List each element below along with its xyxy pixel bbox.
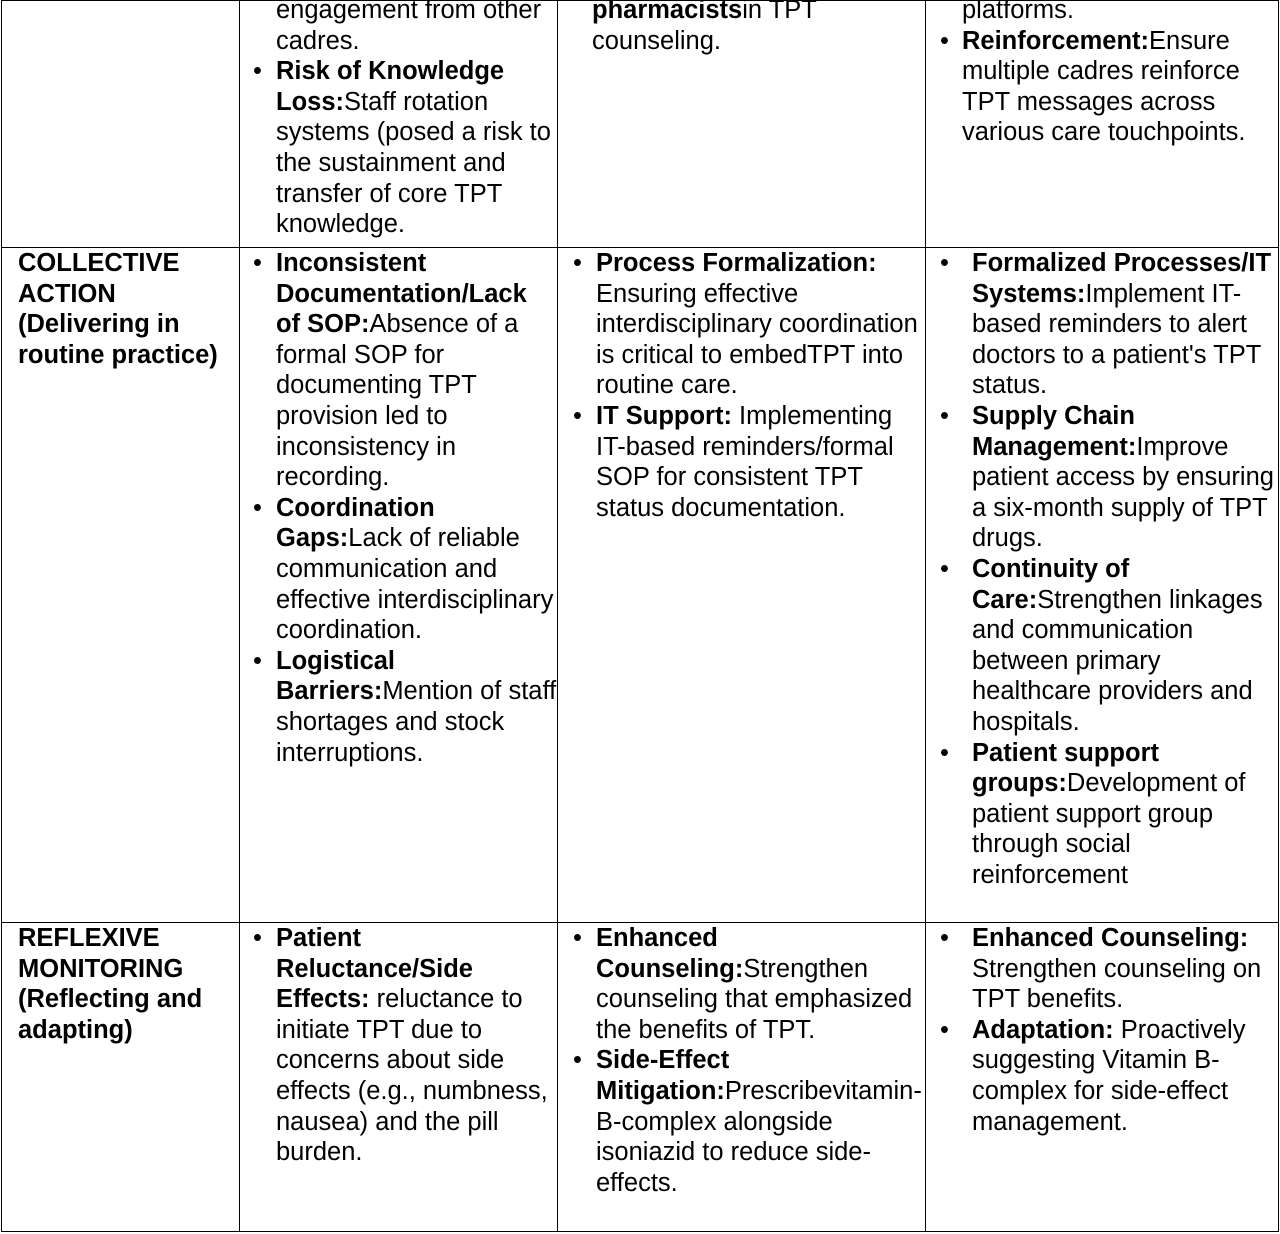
item-title: Coordination Gaps: [276, 493, 435, 553]
facilitators-cell [558, 923, 926, 1232]
category-cell [2, 923, 240, 1232]
strategy-continuation: platforms. [962, 0, 1074, 24]
table-row [2, 923, 1279, 1232]
item-text: Development of patient support group through social reinforcement [972, 769, 1246, 889]
item-text: Mention of staff shortages and stock interruptions. [276, 677, 557, 767]
barriers-cell [240, 248, 558, 923]
item-title: Reinforcement: [962, 26, 1150, 55]
list-item [240, 248, 557, 493]
list-item [926, 26, 1278, 148]
list-item [558, 401, 925, 523]
table-row [2, 248, 1279, 923]
item-title: Supply Chain Management: [972, 401, 1137, 461]
strategies-cell [926, 923, 1279, 1232]
list-item [926, 554, 1278, 738]
list-item [926, 923, 1278, 1015]
barrier-list [240, 923, 557, 1168]
list-item [926, 738, 1278, 891]
item-title: Continuity of Care: [972, 554, 1130, 614]
item-text: Strengthen counseling that emphasized the benefits of TPT. [596, 954, 913, 1044]
facilitators-cell [558, 248, 926, 923]
list-item [240, 493, 557, 646]
facilitators-cell [558, 1, 926, 248]
item-text: Ensure multiple cadres reinforce TPT messages across various care touchpoints. [962, 26, 1246, 147]
category-label: COLLECTIVE ACTION (Delivering in routine practice) [18, 249, 218, 369]
item-text: Staff rotation systems (posed a risk to the sustainment and transfer of core TPT knowledge. [276, 87, 551, 239]
item-title: Patient Reluctance/Side Effects: [276, 924, 473, 1014]
category-cell [2, 1, 240, 248]
strategies-cell [926, 248, 1279, 923]
item-text: Prescribevitamin-B-complex alongside isoniazid to reduce side-effects. [596, 1076, 922, 1197]
item-title: IT Support: [596, 401, 732, 430]
facilitator-continuation [558, 0, 925, 56]
strategy-list [926, 26, 1278, 148]
barrier-list [240, 56, 557, 240]
item-title: Patient support groups: [972, 738, 1160, 798]
item-title: Inconsistent Documentation/Lack of SOP: [276, 249, 527, 339]
item-title: Side-Effect Mitigation: [596, 1046, 730, 1105]
barriers-cell [240, 923, 558, 1232]
category-label: REFLEXIVE MONITORING (Reflecting and adapting) [18, 924, 203, 1044]
table-row [2, 1, 1279, 248]
list-item [926, 248, 1278, 401]
strategy-list [926, 923, 1278, 1137]
item-title: Risk of Knowledge Loss: [276, 57, 505, 116]
item-title: Formalized Processes/IT Systems: [972, 249, 1272, 308]
item-title: Logistical Barriers: [276, 646, 396, 706]
barrier-list [240, 248, 557, 768]
item-text: Lack of reliable communication and effective interdisciplinary coordination. [276, 524, 554, 645]
list-item [926, 401, 1278, 554]
item-text: Strengthen linkages and communication between primary healthcare providers and hospitals. [972, 585, 1263, 736]
list-item [240, 646, 557, 768]
item-text: Improve patient access by ensuring a six-month supply of TPT drugs. [972, 432, 1274, 553]
item-text: Implement IT-based reminders to alert doctors to a patient's TPT status. [972, 279, 1261, 400]
strategies-cell [926, 1, 1279, 248]
item-text: Implementing IT-based reminders/formal SOP for consistent TPT status documentation. [596, 401, 894, 522]
item-title: Process Formalization: [596, 249, 877, 277]
barriers-cell [240, 1, 558, 248]
category-cell [2, 248, 240, 923]
item-text: Proactively suggesting Vitamin B-complex for side-effect management. [972, 1015, 1246, 1136]
list-item [558, 1045, 925, 1198]
item-text: reluctance to initiate TPT due to concerns about side effects (e.g., numbness, nausea) and the pill burden. [276, 985, 548, 1167]
item-title: Adaptation: [972, 1015, 1114, 1044]
list-item [558, 923, 925, 1045]
item-text: in TPT counseling. [592, 0, 817, 55]
list-item [558, 248, 925, 401]
item-title: Enhanced Counseling: [596, 924, 744, 983]
item-title: Enhanced Counseling: [972, 924, 1249, 952]
strategy-list [926, 248, 1278, 890]
ntp-table [1, 0, 1279, 1232]
facilitator-list [558, 248, 925, 523]
item-text: Ensuring effective interdisciplinary coordination is critical to embedTPT into routine care. [596, 279, 918, 400]
list-item [926, 1015, 1278, 1137]
item-title: pharmacists [592, 0, 743, 24]
list-item [240, 56, 557, 240]
item-text: Absence of a formal SOP for documenting TPT provision led to inconsistency in recording. [276, 310, 519, 492]
item-text: Strengthen counseling on TPT benefits. [972, 954, 1262, 1014]
list-item [240, 923, 557, 1168]
barrier-continuation: engagement from other cadres. [276, 0, 542, 55]
facilitator-list [558, 923, 925, 1198]
